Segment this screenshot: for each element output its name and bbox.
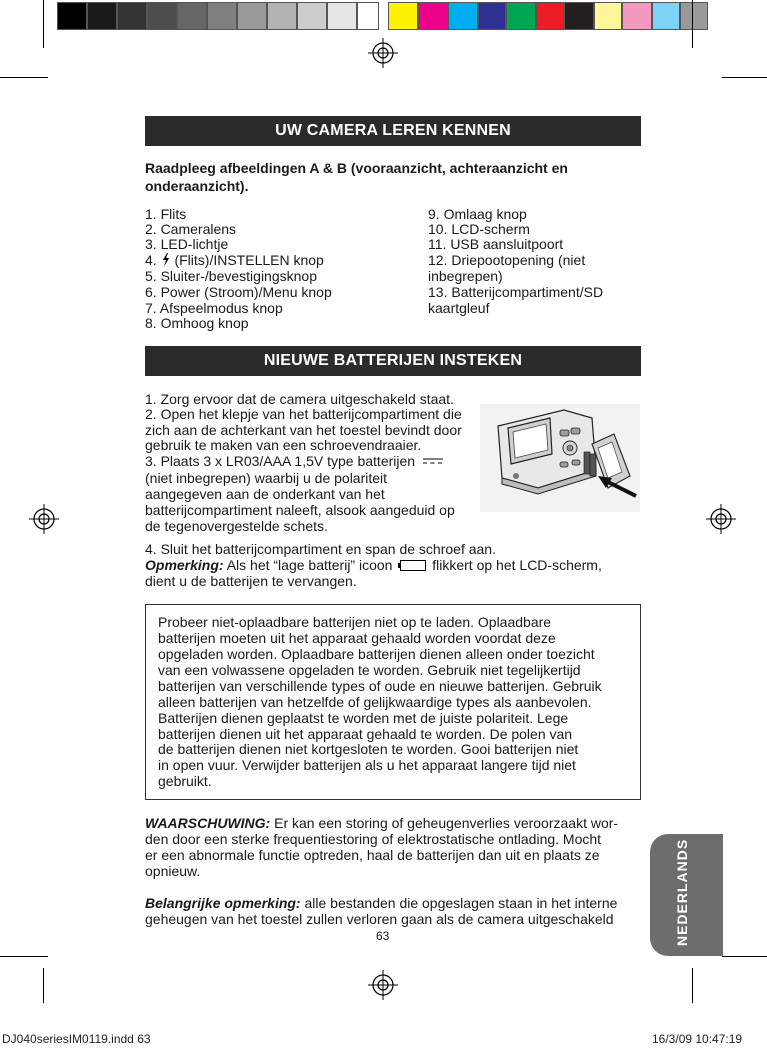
camera-battery-illustration [480,404,640,512]
swatch [117,2,147,30]
section-header-camera: UW CAMERA LEREN KENNEN [145,116,641,146]
box-line: batterijen dienen uit het apparaat gehaald te worden. De polen van [158,726,573,742]
swatch [652,2,680,30]
list-item: 1. Flits [145,206,187,222]
step-line: 2. Open het klepje van het batterijcompartiment die [145,406,462,422]
dc-symbol-icon [422,456,444,466]
warning-line: opnieuw. [145,863,201,879]
page-number: 63 [376,929,390,943]
swatch [506,2,536,30]
list-item: inbegrepen) [428,268,503,284]
list-item-label: (Flits)/INSTELLEN knop [174,252,324,268]
important-text: alle bestanden die opgeslagen staan in het interne [304,895,618,911]
swatch [267,2,297,30]
note-line [145,558,602,574]
flash-icon [162,253,170,267]
box-line: in open vuur. Verwijder batterijen als u het apparaat langere tijd niet [158,757,576,773]
language-side-tab [650,834,723,956]
list-item: 2. Cameralens [145,221,237,237]
footer-file-info: DJ040seriesIM0119.indd 63 [2,1032,151,1046]
swatch [57,2,87,30]
list-item: 7. Afspeelmodus knop [145,300,283,316]
language-label: NEDERLANDS [674,838,690,946]
step-line: aangegeven aan de onderkant van het [145,486,385,502]
important-label: Belangrijke opmerking: [145,895,301,911]
warning-label: WAARSCHUWING: [145,815,271,831]
list-item: 3. LED-lichtje [145,236,229,252]
swatch [418,2,448,30]
swatch [177,2,207,30]
intro-line: Raadpleeg afbeeldingen A & B (vooraanzicht, achteraanzicht en [145,160,568,176]
step-line: 1. Zorg ervoor dat de camera uitgeschakeld staat. [145,391,454,407]
box-line: batterijen moeten uit het apparaat gehaald worden voordat deze [158,630,556,646]
footer-timestamp: 16/3/09 10:47:19 [652,1032,743,1046]
note-text: flikkert op het LCD-scherm, [432,557,602,573]
list-item: 6. Power (Stroom)/Menu knop [145,284,332,300]
swatch [207,2,237,30]
step-line: de tegenovergestelde schets. [145,518,328,534]
registration-mark-icon [368,970,398,1000]
step-line: gebruik te maken van een schroevendraaier. [145,437,422,453]
registration-mark-icon [368,38,398,68]
list-item [145,253,324,269]
registration-mark-icon [29,504,59,534]
step-line: 4. Sluit het batterijcompartiment en span de schroef aan. [145,541,496,557]
warning-line: den door een sterke frequentiestoring of elektrostatische ontlading. Mocht [145,831,602,847]
warning-line: er een abnormale functie optreden, haal de batterijen dan uit en plaats ze [145,847,600,863]
warning-line [145,816,618,832]
low-battery-icon [398,560,426,571]
box-line: batterijen van verschillende types of oude en nieuwe batterijen. Gebruik [158,678,602,694]
swatch [237,2,267,30]
step-line: (niet inbegrepen) waarbij u de polariteit [145,470,388,486]
list-item: 8. Omhoog knop [145,315,249,331]
list-item: 9. Omlaag knop [428,206,527,222]
swatch [622,2,652,30]
list-item: 10. LCD-scherm [428,221,530,237]
box-line: opgeladen worden. Oplaadbare batterijen dienen alleen onder toezicht [158,646,595,662]
swatch [357,2,379,30]
swatch [147,2,177,30]
swatch [536,2,564,30]
swatch [594,2,622,30]
list-item: kaartgleuf [428,300,490,316]
step-text: 3. Plaats 3 x LR03/AAA 1,5V type batterijen [145,453,416,469]
swatch [564,2,594,30]
registration-mark-icon [706,504,736,534]
swatch [448,2,478,30]
box-line: van een volwassene opgeladen te worden. Gebruik niet tegelijkertijd [158,662,581,678]
step-line: batterijcompartiment naleeft, alsook aangeduid op [145,502,455,518]
list-item: 5. Sluiter-/bevestigingsknop [145,268,317,284]
intro-line: onderaanzicht). [145,178,249,194]
warning-text: Er kan een storing of geheugenverlies veroorzaakt wor- [274,815,619,831]
swatch [388,2,418,30]
important-line [145,896,617,912]
note-label: Opmerking: [145,557,224,573]
important-line: geheugen van het toestel zullen verloren gaan als de camera uitgeschakeld [145,911,614,927]
note-line: dient u de batterijen te vervangen. [145,573,357,589]
step-line [145,454,444,470]
swatch [327,2,357,30]
box-line: de batterijen dienen niet kortgesloten te worden. Gooi batterijen niet [158,741,579,757]
section-header-batteries: NIEUWE BATTERIJEN INSTEKEN [145,346,641,376]
list-item: 12. Driepootopening (niet [428,252,586,268]
swatch [87,2,117,30]
box-line: alleen batterijen van hetzelfde of gelijkwaardige types als aanbevolen. [158,694,592,710]
note-text: Als het “lage batterij” icoon [226,557,393,573]
swatch [680,2,708,30]
list-item-number: 4. [145,252,157,268]
box-line: gebruikt. [158,773,212,789]
step-line: zich aan de achterkant van het toestel bevindt door [145,422,462,438]
box-line: Batterijen dienen geplaatst te worden met de juiste polariteit. Lege [158,710,569,726]
list-item: 13. Batterijcompartiment/SD [428,284,604,300]
swatch [297,2,327,30]
box-line: Probeer niet-oplaadbare batterijen niet op te laden. Oplaadbare [158,614,552,630]
list-item: 11. USB aansluitpoort [428,236,564,252]
swatch [478,2,506,30]
